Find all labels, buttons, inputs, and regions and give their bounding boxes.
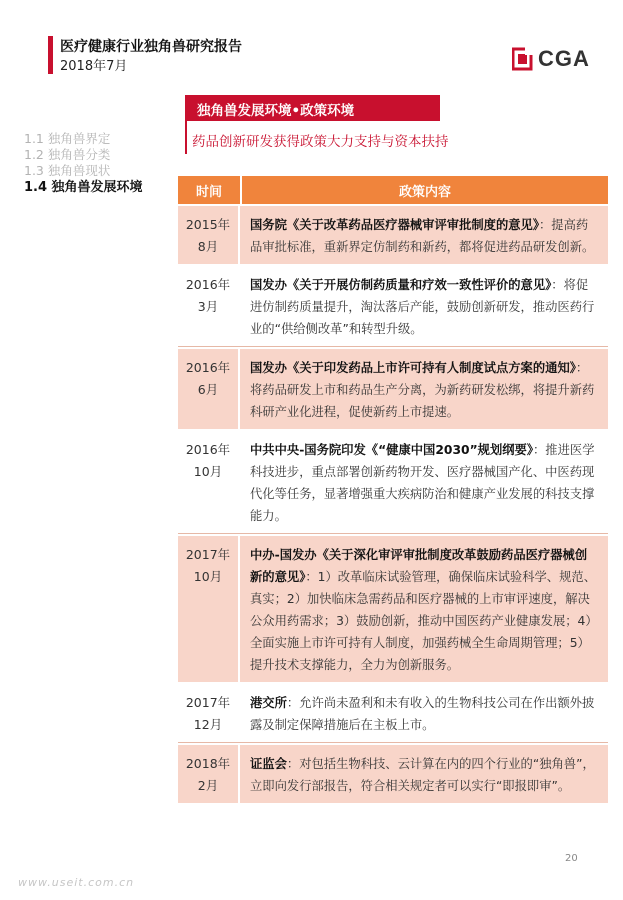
policy-text: ：将促进仿制药质量提升，淘汰落后产能，鼓励创新研发，推动医药行业的“供给侧改革”和转型升级。: [250, 278, 595, 336]
policy-org: 中共中央-国务院印发: [250, 443, 366, 457]
row-content: [240, 431, 608, 533]
sidebar-item-definition[interactable]: 1.1 独角兽界定: [24, 131, 111, 146]
report-title: 医疗健康行业独角兽研究报告: [60, 39, 242, 55]
policy-doc: 《关于印发药品上市许可持有人制度试点方案的通知》: [286, 361, 576, 375]
policy-text: ：将药品研发上市和药品生产分离，为新药研发松绑，将提升新药科研产业化进程，促使新药上市提速。: [250, 361, 595, 419]
sidebar-nav: [24, 131, 164, 197]
row-year: 2018年: [185, 756, 231, 771]
row-content: [240, 266, 608, 346]
row-year: 2017年: [185, 547, 231, 562]
row-month: 10月: [193, 569, 223, 584]
table-row: [178, 206, 608, 264]
sidebar-item-status[interactable]: 1.3 独角兽现状: [24, 163, 111, 178]
policy-org: 中办-国发办: [250, 548, 317, 562]
policy-text: ：对包括生物科技、云计算在内的四个行业的“独角兽”，立即向发行部报告，符合相关规定者可以实行“即报即审”。: [250, 757, 595, 793]
row-year: 2017年: [185, 695, 231, 710]
row-content: [240, 684, 608, 742]
table-row: [178, 266, 608, 346]
row-time: [178, 266, 240, 346]
sidebar-item-environment[interactable]: 1.4 独角兽发展环境: [24, 180, 143, 195]
policy-org: 国发办: [250, 278, 287, 292]
row-month: 6月: [197, 382, 219, 397]
cga-logo-icon: [512, 47, 534, 71]
policy-text: ：推进医学科技进步，重点部署创新药物开发、医疗器械国产化、中医药现代化等任务，显著增强重大疾病防治和健康产业发展的科技支撑能力。: [250, 443, 595, 523]
row-month: 12月: [193, 717, 223, 732]
table-row: [178, 431, 608, 533]
policy-org: 证监会: [250, 757, 287, 771]
logo-text: CGA: [538, 46, 590, 71]
sidebar-item-classification[interactable]: 1.2 独角兽分类: [24, 147, 111, 162]
section-tag-label: 独角兽发展环境•政策环境: [197, 103, 355, 119]
policy-org: 国务院: [250, 218, 287, 232]
policy-text: ：允许尚未盈利和未有收入的生物科技公司在作出额外披露及制定保障措施后在主板上市。: [250, 696, 595, 732]
row-month: 2月: [197, 778, 219, 793]
policy-doc: 《关于深化审评审批制度改革鼓励药品医疗器械创新的意见》: [250, 548, 588, 584]
row-content: [240, 206, 608, 264]
report-date: 2018年7月: [60, 59, 128, 74]
policy-org: 港交所: [250, 696, 287, 710]
section-tag: [185, 95, 440, 121]
cga-logo: [512, 46, 590, 72]
row-month: 8月: [197, 239, 219, 254]
row-divider: [178, 533, 608, 534]
column-header-content: 政策内容: [398, 184, 451, 200]
row-content: [240, 536, 608, 682]
policy-doc: 《关于改革药品医疗器械审评审批制度的意见》: [286, 218, 539, 232]
policy-org: 国发办: [250, 361, 287, 375]
policy-text: ：1）改革临床试验管理，确保临床试验科学、规范、真实；2）加快临床急需药品和医疗器械的上市审评速度，解决公众用药需求；3）鼓励创新，推动中国医药产业健康发展；4）全面实施上市许可持有人制度，加强药械全生命周期管理；5）提升技术支撑能力，全力为创新服务。: [250, 570, 598, 672]
row-year: 2015年: [185, 217, 231, 232]
row-time: [178, 536, 240, 682]
table-row: [178, 349, 608, 429]
section-subtitle: 药品创新研发获得政策大力支持与资本扶持: [192, 134, 449, 150]
column-header-time: 时间: [178, 176, 242, 204]
row-time: [178, 745, 240, 803]
row-year: 2016年: [185, 277, 231, 292]
policy-text: ：提高药品审批标准，重新界定仿制药和新药，都将促进药品研发创新。: [250, 218, 595, 254]
row-divider: [178, 742, 608, 743]
row-content: [240, 349, 608, 429]
row-month: 3月: [197, 299, 219, 314]
table-row: [178, 536, 608, 682]
table-row: [178, 684, 608, 742]
row-divider: [178, 346, 608, 347]
row-year: 2016年: [185, 442, 231, 457]
row-time: [178, 206, 240, 264]
row-time: [178, 431, 240, 533]
header-accent-bar: [48, 36, 53, 74]
policy-doc: 《关于开展仿制药质量和疗效一致性评价的意见》: [286, 278, 552, 292]
row-content: [240, 745, 608, 803]
row-time: [178, 684, 240, 742]
table-header: [178, 176, 608, 204]
row-month: 10月: [193, 464, 223, 479]
page-number: 20: [565, 853, 578, 864]
subtitle-accent-line: [185, 120, 187, 154]
row-year: 2016年: [185, 360, 231, 375]
table-row: [178, 745, 608, 803]
policy-doc: 《“健康中国2030”规划纲要》: [365, 443, 533, 457]
watermark: www.useit.com.cn: [18, 876, 135, 889]
policy-table: [178, 176, 608, 803]
row-time: [178, 349, 240, 429]
